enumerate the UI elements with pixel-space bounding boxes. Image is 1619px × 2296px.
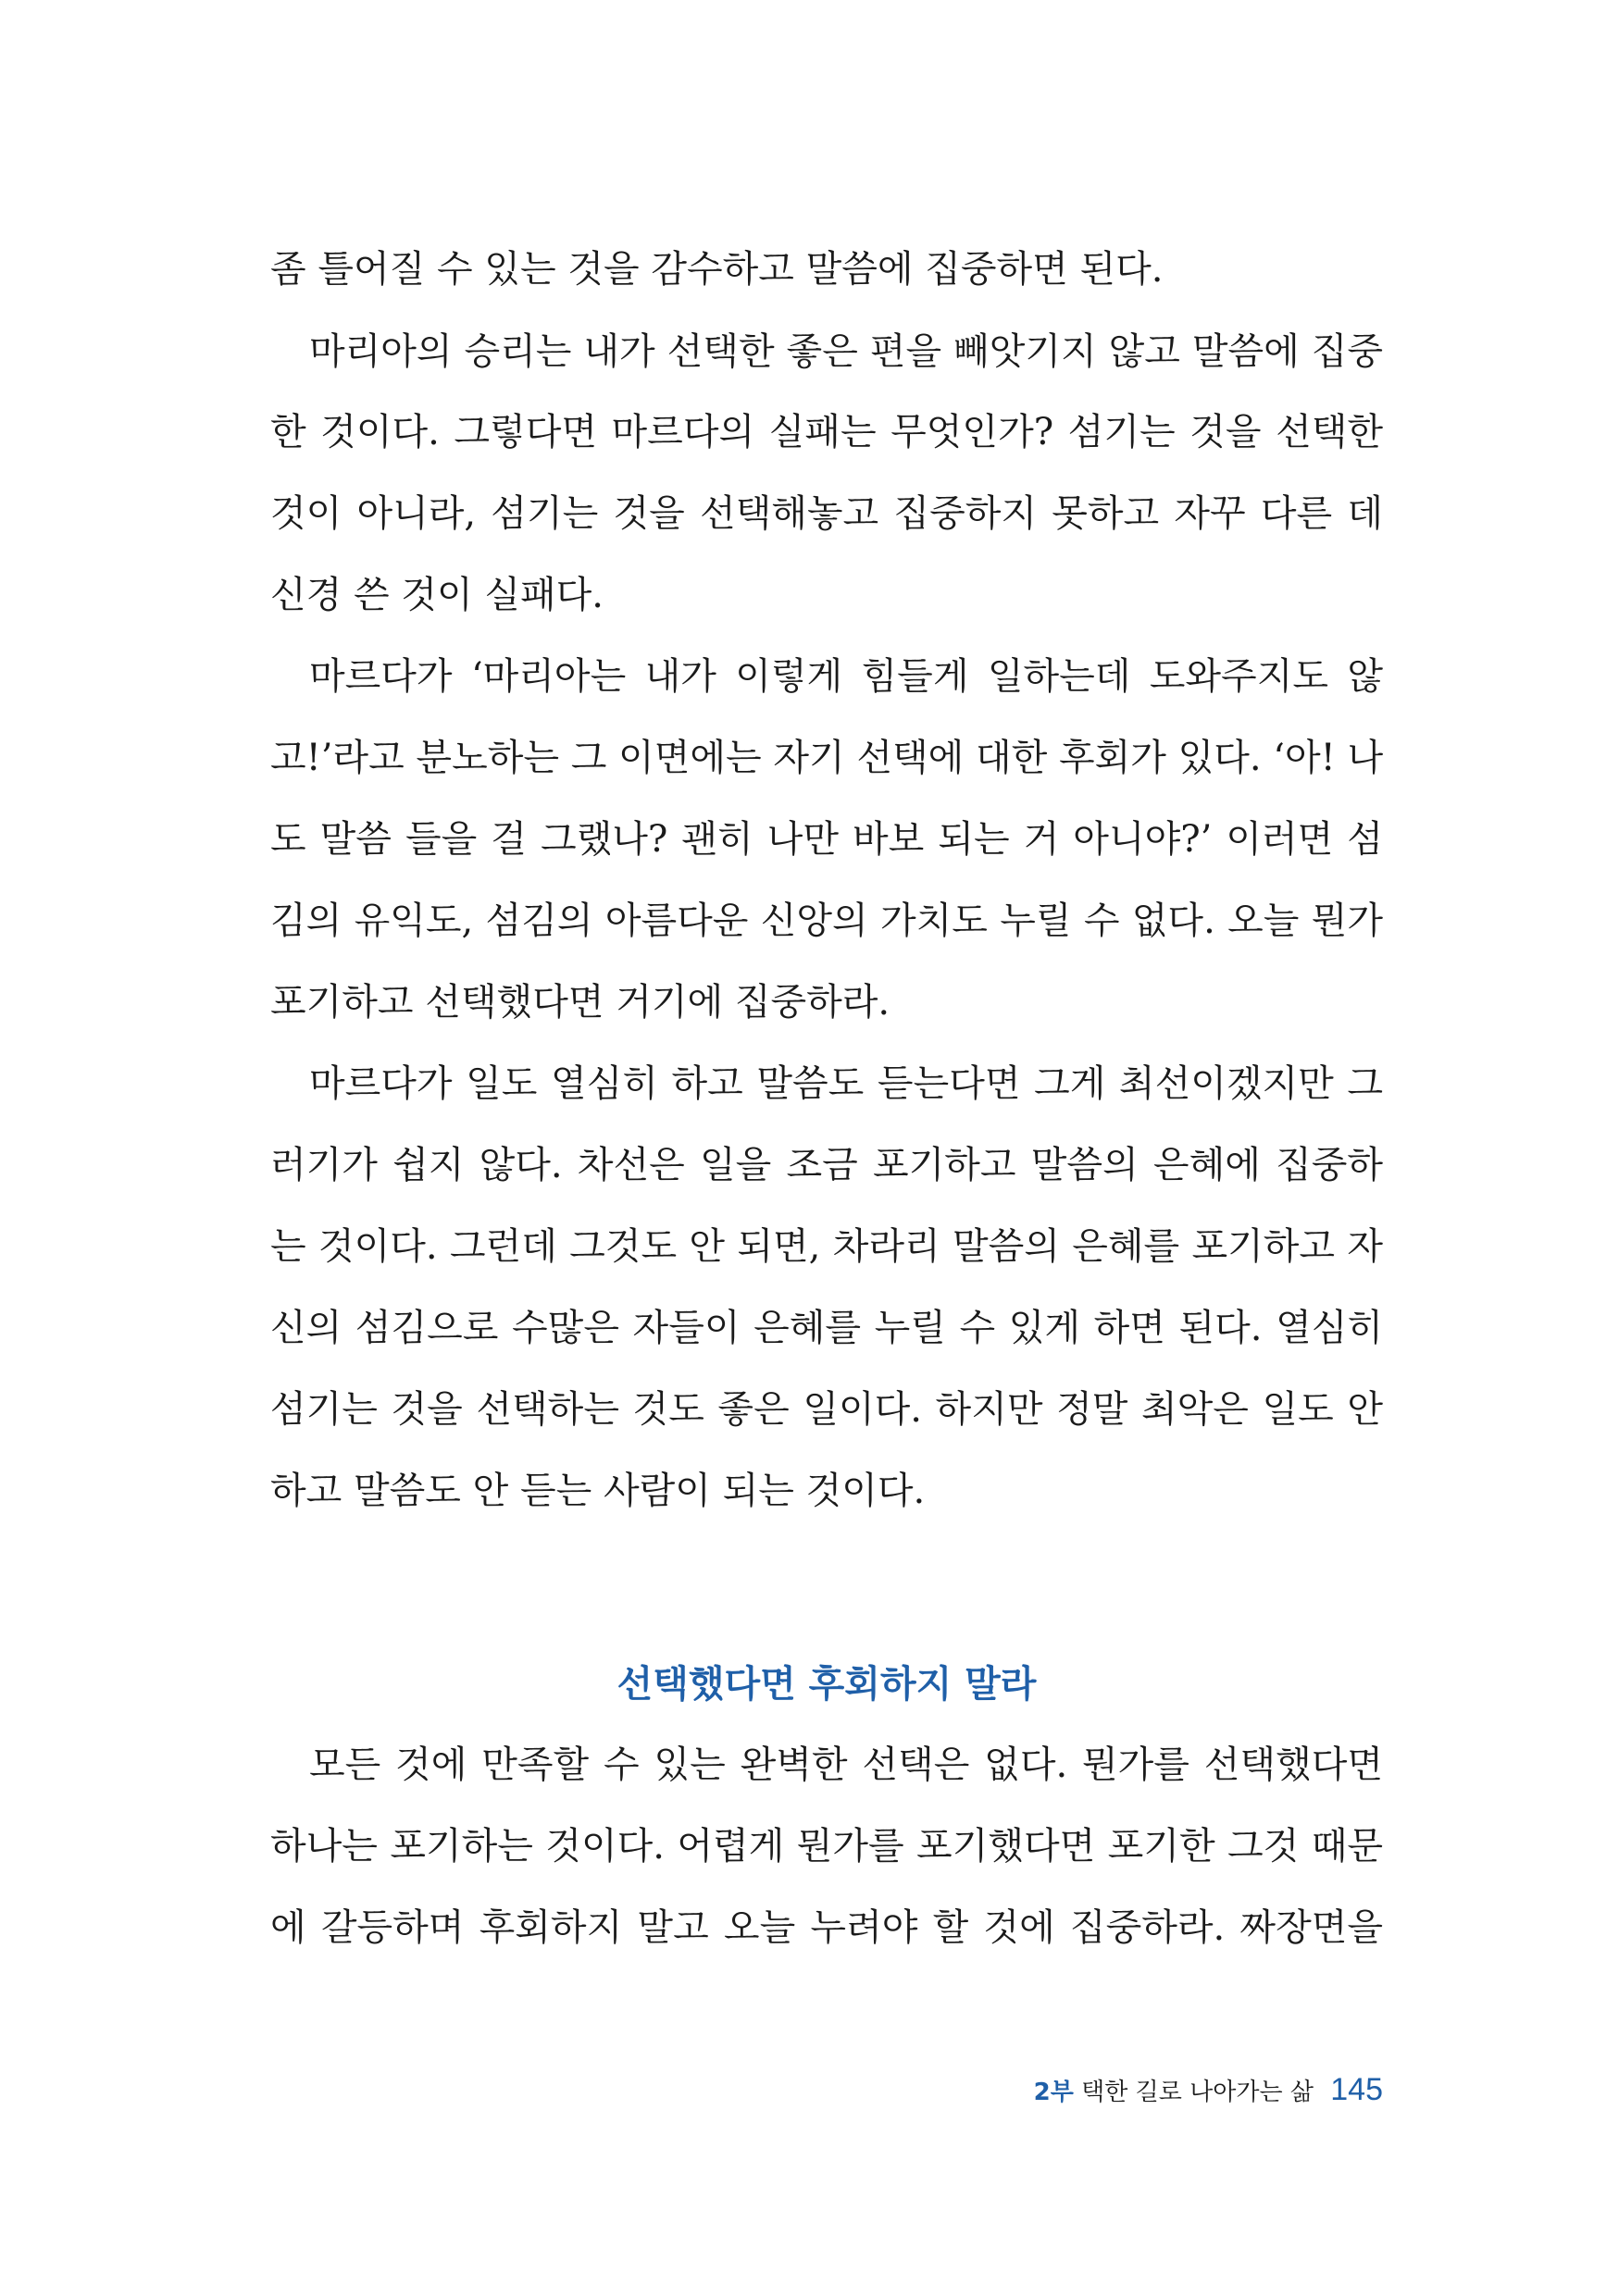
page-footer (1034, 2071, 1383, 2111)
text-line: 하나는 포기하는 것이다. 어렵게 뭔가를 포기했다면 포기한 그것 때문 (270, 1825, 1383, 1868)
text-line: 포기하고 선택했다면 거기에 집중하라. (270, 981, 890, 1024)
text-line: 신경 쓴 것이 실패다. (270, 574, 604, 616)
text-line: 한 것이다. 그렇다면 마르다의 실패는 무엇인가? 섬기는 것을 선택한 (270, 411, 1383, 453)
text-line: 마리아의 승리는 내가 선택한 좋은 편을 빼앗기지 않고 말씀에 집중 (309, 330, 1383, 373)
text-line: 좀 틀어질 수 있는 것을 감수하고 말씀에 집중하면 된다. (270, 248, 1164, 291)
text-line: 김의 유익도, 섬김의 아름다운 신앙의 가치도 누릴 수 없다. 오늘 뭔가 (270, 900, 1383, 942)
text-line: 마르다가 일도 열심히 하고 말씀도 듣는다면 그게 최선이겠지만 그 (309, 1062, 1383, 1105)
footer-part-label: 2부 (1033, 2079, 1074, 2106)
text-line: 에 갈등하며 후회하지 말고 오늘 누려야 할 것에 집중하라. 짜장면을 (270, 1906, 1383, 1949)
text-line: 는 것이다. 그런데 그것도 안 되면, 차라리 말씀의 은혜를 포기하고 자 (270, 1225, 1383, 1268)
text-line: 도 말씀 들을 걸 그랬나? 괜히 나만 바보 되는 거 아니야?’ 이러면 섬 (270, 818, 1383, 861)
text-line: 신의 섬김으로 수많은 자들이 은혜를 누릴 수 있게 하면 된다. 열심히 (270, 1307, 1383, 1349)
text-line: 고!’라고 분노하는 그 이면에는 자기 선택에 대한 후회가 있다. ‘아! 나 (270, 737, 1384, 779)
page-number: 145 (1330, 2072, 1383, 2107)
text-line: 하고 말씀도 안 듣는 사람이 되는 것이다. (270, 1470, 926, 1512)
footer-title: 택한 길로 나아가는 삶 (1081, 2079, 1314, 2106)
text-line: 모든 것에 만족할 수 있는 완벽한 선택은 없다. 뭔가를 선택했다면 (309, 1744, 1383, 1786)
text-line: 섬기는 것을 선택하는 것도 좋은 일이다. 하지만 정말 최악은 일도 안 (270, 1388, 1383, 1431)
section-heading: 선택했다면 후회하지 말라 (616, 1663, 1037, 1706)
text-line: 것이 아니라, 섬기는 것을 선택해놓고 집중하지 못하고 자꾸 다른 데 (270, 492, 1383, 535)
text-line: 러기가 쉽지 않다. 차선은 일을 조금 포기하고 말씀의 은혜에 집중하 (270, 1144, 1383, 1186)
text-line: 마르다가 ‘마리아는 내가 이렇게 힘들게 일하는데 도와주지도 않 (309, 655, 1383, 698)
